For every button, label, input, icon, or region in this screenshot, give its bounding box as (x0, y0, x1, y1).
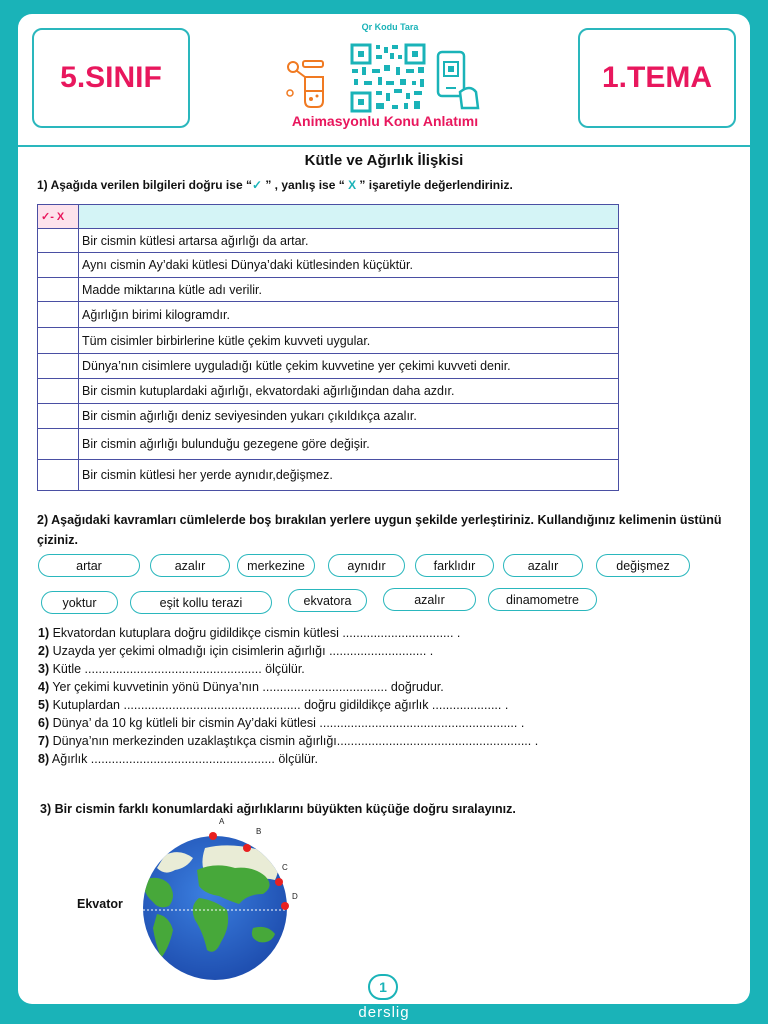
list-item (38, 644, 433, 658)
statement-cell: Bir cismin ağırlığı deniz seviyesinden yukarı çıkıldıkça azalır. (79, 404, 619, 429)
answer-cell[interactable] (38, 404, 79, 429)
question-3-instruction: 3) Bir cismin farklı konumlardaki ağırlıklarını büyükten küçüğe doğru sıralayınız. (40, 802, 516, 816)
list-item (38, 698, 508, 712)
statement-cell: Ağırlığın birimi kilogramdır. (79, 302, 619, 328)
earth-globe-diagram (135, 810, 310, 980)
answer-cell[interactable] (38, 302, 79, 328)
table-row (38, 253, 619, 278)
table-row (38, 302, 619, 328)
sentence-number: 1) (38, 626, 50, 640)
table-header-row (38, 205, 619, 229)
equator-label: Ekvator (77, 897, 123, 911)
answer-cell[interactable] (38, 460, 79, 491)
cross-mark-icon: X (344, 178, 360, 192)
lab-flask-icon (283, 55, 333, 111)
sentence-number: 6) (38, 716, 50, 730)
table-row (38, 328, 619, 354)
check-mark-icon: ✓ (251, 178, 263, 192)
answer-cell[interactable] (38, 379, 79, 404)
list-item (38, 752, 318, 766)
answer-cell[interactable] (38, 278, 79, 302)
statement-cell: Bir cismin kütlesi artarsa ağırlığı da artar. (79, 229, 619, 253)
point-a-marker (209, 832, 217, 840)
question-2-instruction: 2) Aşağıdaki kavramları cümlelerde boş bırakılan yerlere uygun şekilde yerleştiriniz. Kullandığınız kelimenin üstünü çiziniz. (37, 513, 722, 547)
point-d-label: D (292, 892, 298, 901)
point-d-marker (281, 902, 289, 910)
sentence-number: 3) (38, 662, 50, 676)
table-row (38, 354, 619, 379)
answer-cell[interactable] (38, 328, 79, 354)
q1-text-c: ” işaretiyle değerlendiriniz. (359, 178, 513, 192)
word-chip[interactable]: artar (38, 554, 140, 577)
sentence-text: Ekvatordan kutuplara doğru gidildikçe cismin kütlesi ................................ . (49, 626, 461, 640)
word-chip[interactable]: ekvatora (288, 589, 367, 612)
header-divider (18, 145, 750, 147)
qr-code[interactable] (350, 43, 426, 113)
list-item (38, 716, 524, 730)
sentence-text: Kutuplardan ................................................... doğru gidildikçe ağırlık .................... . (49, 698, 509, 712)
word-chip[interactable]: aynıdır (328, 554, 405, 577)
point-c-marker (275, 878, 283, 886)
qr-label: Qr Kodu Tara (361, 22, 419, 32)
grade-box (32, 28, 190, 128)
q1-text-b: ” , yanlış ise “ (262, 178, 345, 192)
q1-number: 1) (37, 178, 48, 192)
word-chip[interactable]: azalır (503, 554, 583, 577)
phone-scan-icon (434, 48, 482, 112)
sentence-number: 4) (38, 680, 50, 694)
statement-cell: Madde miktarına kütle adı verilir. (79, 278, 619, 302)
list-item (38, 680, 444, 694)
animation-lesson-title[interactable]: Animasyonlu Konu Anlatımı (291, 113, 479, 129)
table-row (38, 278, 619, 302)
sentence-number: 5) (38, 698, 50, 712)
statement-cell: Bir cismin kutuplardaki ağırlığı, ekvatordaki ağırlığından daha azdır. (79, 379, 619, 404)
sentence-text: Yer çekimi kuvvetinin yönü Dünya’nın .................................... doğrudur. (49, 680, 444, 694)
sentence-number: 8) (38, 752, 50, 766)
word-chip[interactable]: azalır (150, 554, 230, 577)
true-false-table (37, 204, 619, 491)
statement-column-header (79, 205, 619, 229)
theme-box (578, 28, 736, 128)
sentence-text: Dünya’ da 10 kg kütleli bir cismin Ay’daki kütlesi ......................................................... . (49, 716, 525, 730)
statement-cell: Bir cismin kütlesi her yerde aynıdır,değişmez. (79, 460, 619, 491)
page-title: Kütle ve Ağırlık İlişkisi (304, 152, 464, 169)
answer-cell[interactable] (38, 429, 79, 460)
word-chip[interactable]: farklıdır (415, 554, 494, 577)
word-chip[interactable]: dinamometre (488, 588, 597, 611)
statement-cell: Aynı cismin Ay’daki kütlesi Dünya’daki kütlesinden küçüktür. (79, 253, 619, 278)
sentence-number: 2) (38, 644, 50, 658)
statement-cell: Dünya’nın cisimlere uyguladığı kütle çekim kuvvetine yer çekimi kuvveti denir. (79, 354, 619, 379)
question-1-instruction (37, 178, 513, 192)
theme-label: 1.TEMA (601, 61, 712, 94)
brand-logo-text: derslig (358, 1004, 410, 1021)
statement-cell: Tüm cisimler birbirlerine kütle çekim kuvveti uygular. (79, 328, 619, 354)
sentence-text: Kütle ................................................... ölçülür. (49, 662, 305, 676)
table-row (38, 379, 619, 404)
page-number: 1 (368, 974, 398, 1000)
word-chip[interactable]: değişmez (596, 554, 690, 577)
statement-cell: Bir cismin ağırlığı bulunduğu gezegene göre değişir. (79, 429, 619, 460)
sentence-number: 7) (38, 734, 50, 748)
sentence-text: Uzayda yer çekimi olmadığı için cisimlerin ağırlığı ............................ . (49, 644, 434, 658)
point-c-label: C (282, 863, 288, 872)
sentence-text: Dünya’nın merkezinden uzaklaştıkça cismin ağırlığı........................................................ . (49, 734, 539, 748)
word-chip[interactable]: yoktur (41, 591, 118, 614)
point-b-marker (243, 844, 251, 852)
list-item (38, 626, 460, 640)
word-chip[interactable]: eşit kollu terazi (130, 591, 272, 614)
point-b-label: B (256, 827, 262, 836)
table-row (38, 404, 619, 429)
list-item (38, 662, 305, 676)
word-chip[interactable]: merkezine (237, 554, 315, 577)
table-row (38, 429, 619, 460)
table-row (38, 229, 619, 253)
answer-column-header: ✓- X (38, 205, 79, 229)
word-chip[interactable]: azalır (383, 588, 476, 611)
q1-text-a: Aşağıda verilen bilgileri doğru ise “ (50, 178, 252, 192)
point-a-label: A (219, 817, 225, 826)
sentence-text: Ağırlık ..................................................... ölçülür. (49, 752, 318, 766)
answer-cell[interactable] (38, 229, 79, 253)
answer-cell[interactable] (38, 253, 79, 278)
table-row (38, 460, 619, 491)
answer-cell[interactable] (38, 354, 79, 379)
grade-label: 5.SINIF (60, 61, 162, 94)
list-item (38, 734, 538, 748)
